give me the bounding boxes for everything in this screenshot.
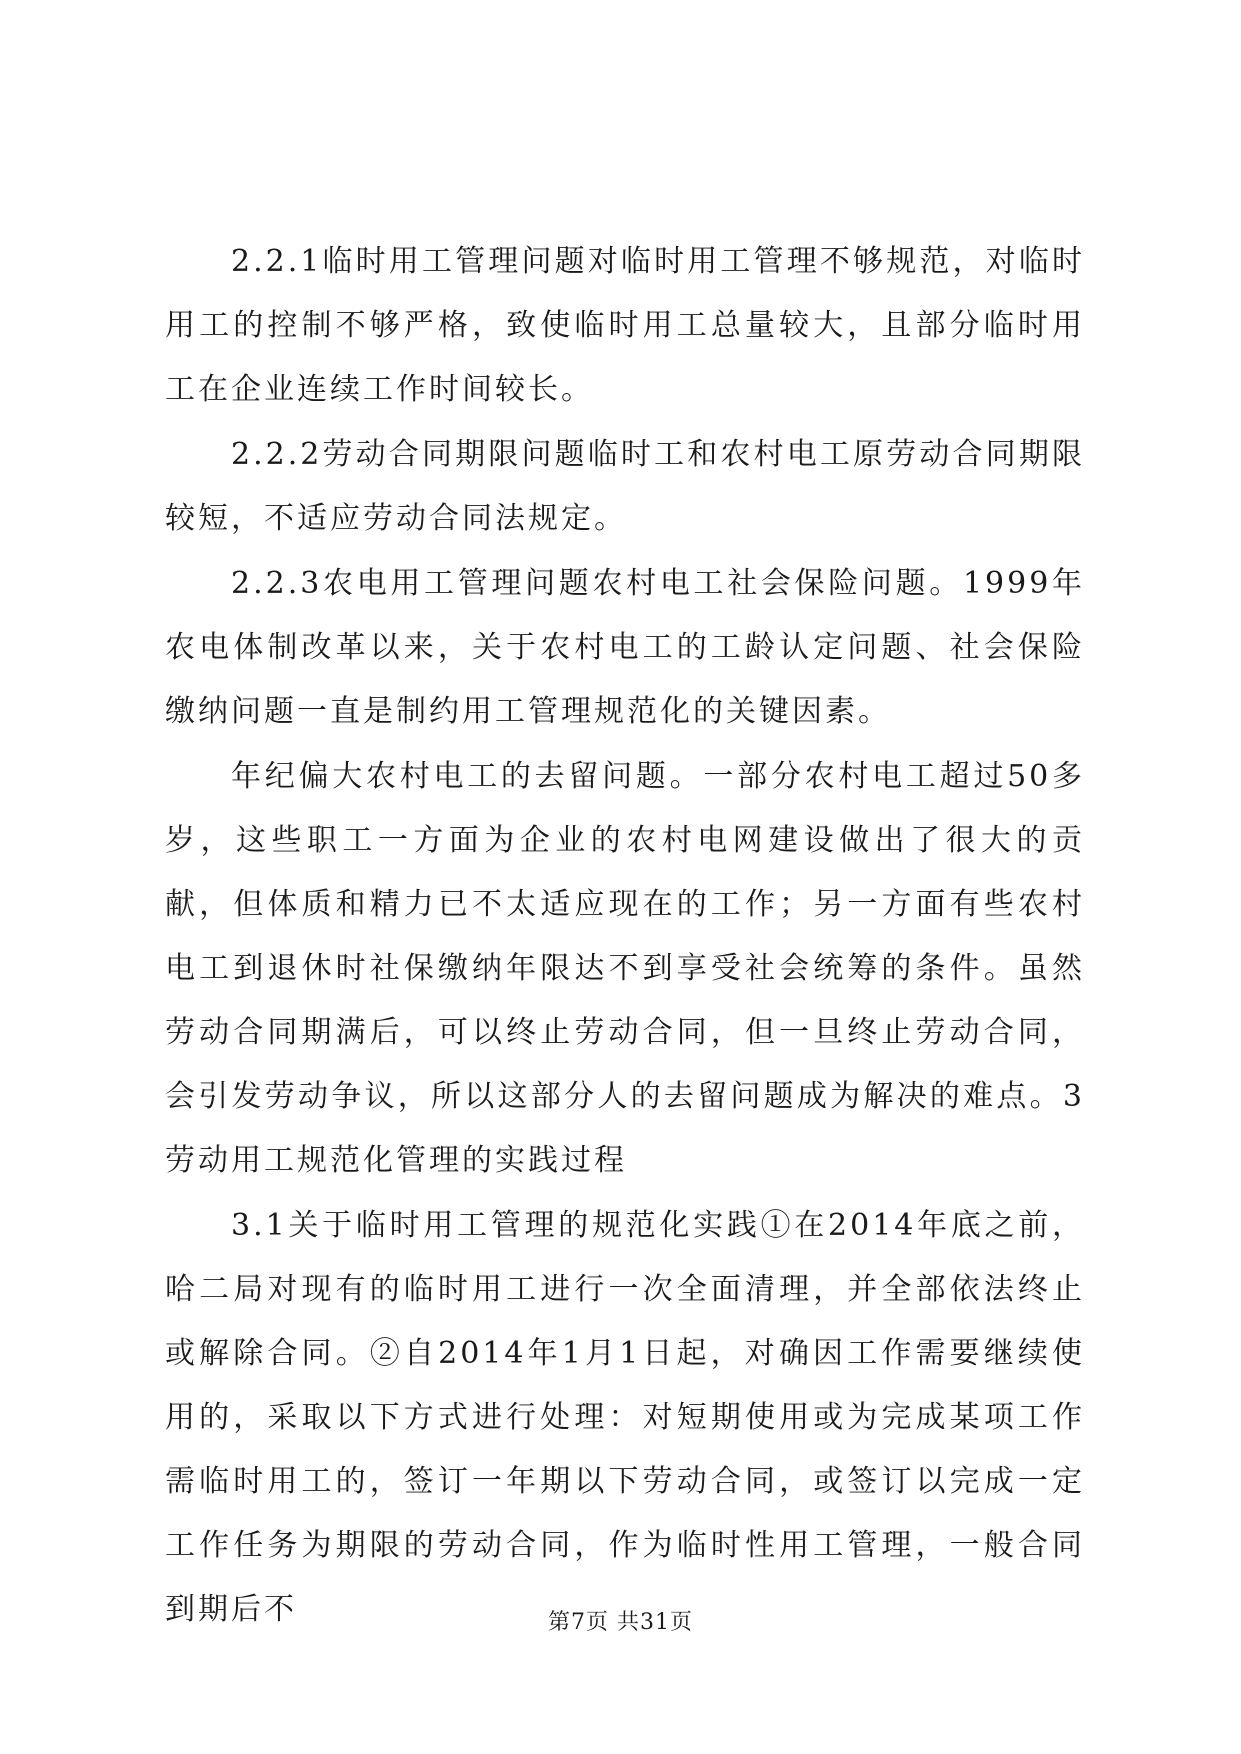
paragraph-2-2-2: 2.2.2劳动合同期限问题临时工和农村电工原劳动合同期限较短，不适应劳动合同法规定。	[165, 437, 1085, 536]
paragraph-3-1: 3.1关于临时用工管理的规范化实践①在2014年底之前，哈二局对现有的临时用工进行一次全面清理，并全部依法终止或解除合同。②自2014年1月1日起，对确因工作需要继续使用的，采取以下方式进行处理：对短期使用或为完成某项工作需临时用工的，签订一年期以下劳动合同，或签订以完成一定工作任务为期限的劳动合同，作为临时性用工管理，一般合同到期后不	[165, 1208, 1085, 1627]
paragraph-aged-electricians: 年纪偏大农村电工的去留问题。一部分农村电工超过50多岁，这些职工一方面为企业的农村电网建设做出了很大的贡献，但体质和精力已不太适应现在的工作；另一方面有些农村电工到退休时社保缴纳年限达不到享受社会统筹的条件。虽然劳动合同期满后，可以终止劳动合同，但一旦终止劳动合同，会引发劳动争议，所以这部分人的去留问题成为解决的难点。3劳动用工规范化管理的实践过程	[165, 759, 1085, 1178]
body-text	[165, 230, 1085, 1642]
paragraph-2-2-1: 2.2.1临时用工管理问题对临时用工管理不够规范，对临时用工的控制不够严格，致使临时用工总量较大，且部分临时用工在企业连续工作时间较长。	[165, 244, 1085, 407]
paragraph-2-2-3: 2.2.3农电用工管理问题农村电工社会保险问题。1999年农电体制改革以来，关于农村电工的工龄认定问题、社会保险缴纳问题一直是制约用工管理规范化的关键因素。	[165, 566, 1085, 729]
page-number-footer: 第7页 共31页	[548, 1610, 693, 1635]
